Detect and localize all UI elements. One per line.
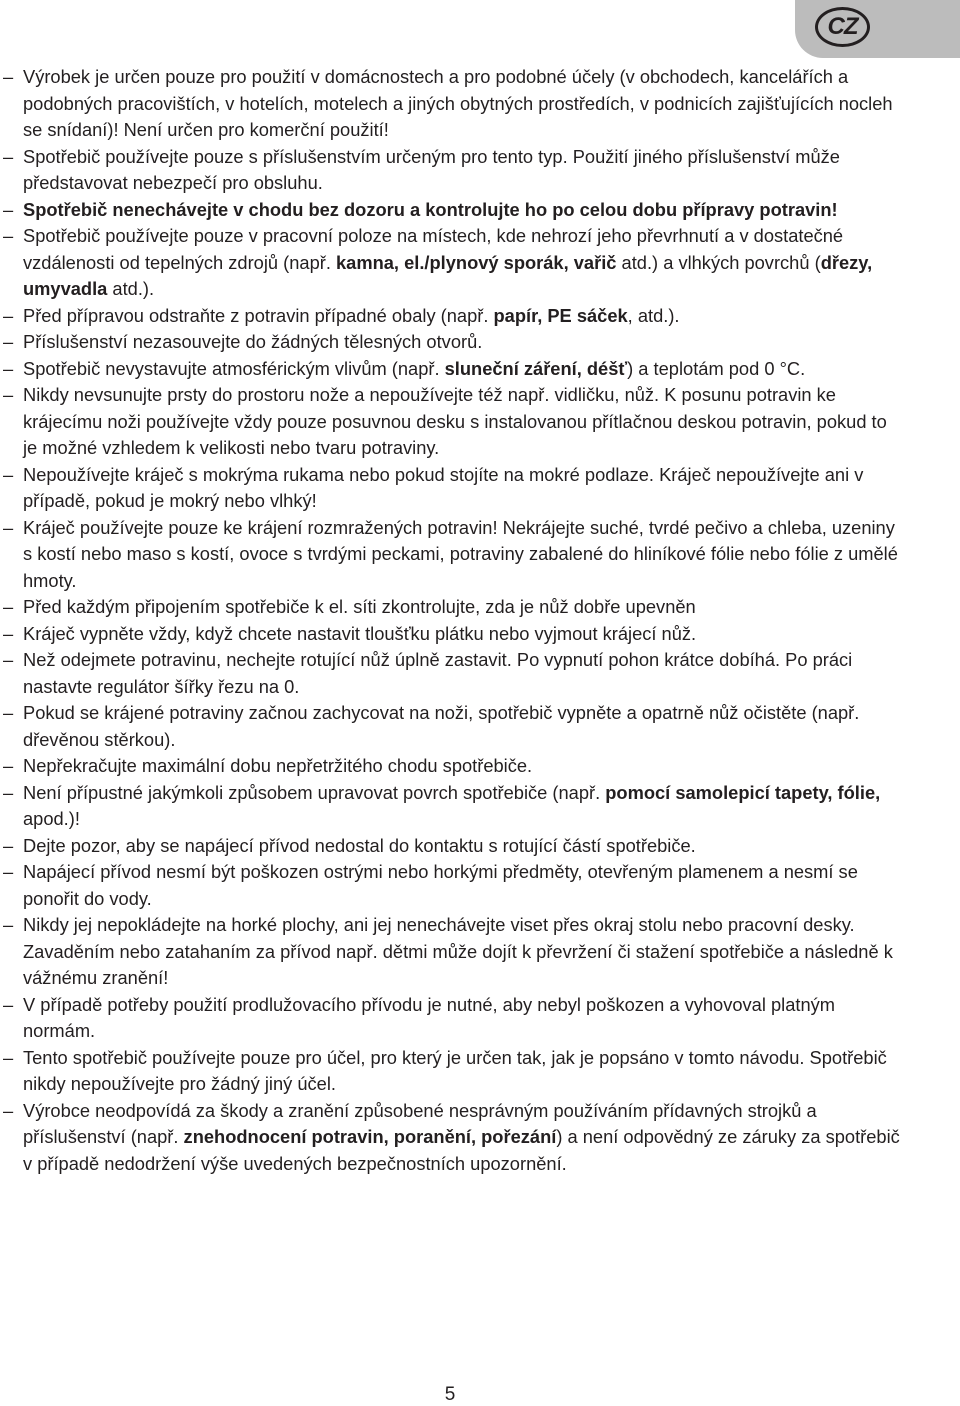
- text: Spotřebič používejte pouze v pracovní poloze na místech, kde nehrozí jeho převrhnutí a v dostatečné vzdálenosti od tepelných zdrojů (např.: [23, 225, 844, 273]
- list-item: [0, 621, 900, 648]
- text: ) a teplotám pod 0 °C.: [627, 357, 806, 379]
- list-item: [0, 780, 900, 833]
- text: Nepoužívejte kráječ s mokrýma rukama nebo pokud stojíte na mokré podlaze. Kráječ nepoužívejte ani v případě, pokud je mokrý nebo vlhký!: [23, 463, 864, 511]
- bullet-dash: –: [3, 702, 14, 723]
- list-item: [0, 515, 900, 595]
- text: Nepřekračujte maximální dobu nepřetržitého chodu spotřebiče.: [23, 755, 533, 776]
- text: atd.).: [107, 278, 155, 299]
- bold-text: kamna, el./plynový sporák, vařič: [336, 251, 617, 273]
- bullet-dash: –: [3, 516, 14, 538]
- safety-instructions-list: [0, 64, 900, 1177]
- text: Výrobce neodpovídá za škody a zranění způsobené nesprávným používáním přídavných strojků a příslušenství (např.: [23, 1099, 817, 1147]
- bullet-dash: –: [3, 145, 14, 167]
- list-item: [0, 382, 900, 462]
- text: Kráječ vypněte vždy, když chcete nastavit tloušťku plátku nebo vyjmout krájecí nůž.: [23, 622, 697, 644]
- list-item: [0, 144, 900, 197]
- bullet-dash: –: [3, 66, 14, 87]
- bullet-dash: –: [3, 198, 14, 220]
- list-item: [0, 859, 900, 912]
- list-item: [0, 356, 900, 383]
- bullet-dash: –: [3, 357, 14, 379]
- list-item: [0, 700, 900, 753]
- bullet-dash: –: [3, 861, 14, 882]
- bullet-dash: –: [3, 1099, 14, 1121]
- text: Než odejmete potravinu, nechejte rotující nůž úplně zastavit. Po vypnutí pohon krátce dobíhá. Po práci nastavte regulátor šířky řezu na 0.: [23, 649, 853, 697]
- list-item: [0, 1098, 900, 1178]
- bold-text: Spotřebič nenechávejte v chodu bez dozoru a kontrolujte ho po celou dobu přípravy potravin!: [23, 198, 838, 220]
- list-item: [0, 912, 900, 992]
- bold-text: dřezy, umyvadla: [23, 251, 873, 299]
- text: Nikdy nevsunujte prsty do prostoru nože a nepoužívejte též např. vidličku, nůž. K posunu potravin ke krájecímu noži používejte vždy pouze posuvnou desku s instalovanou přítlačnou deskou potravin, pokud to je možné vzhledem k velikosti nebo tvaru potraviny.: [23, 384, 887, 458]
- bullet-dash: –: [3, 331, 14, 352]
- list-item: [0, 64, 900, 144]
- bold-text: znehodnocení potravin, poranění, pořezání: [183, 1126, 557, 1147]
- text: Kráječ používejte pouze ke krájení rozmražených potravin! Nekrájejte suché, tvrdé pečivo a chleba, uzeniny s kostí nebo maso s kostí, ovoce s tvrdými peckami, potraviny zabalené do hliníkové fólie nebo fólie z umělé hmoty.: [23, 516, 898, 591]
- text: ) a není odpovědný ze záruky za spotřebič v případě nedodržení výše uvedených bezpečnostních upozornění.: [23, 1126, 900, 1174]
- text: atd.) a vlhkých povrchů (: [616, 251, 821, 273]
- bullet-dash: –: [3, 304, 14, 326]
- text: apod.)!: [23, 808, 80, 829]
- text: Příslušenství nezasouvejte do žádných tělesných otvorů.: [23, 331, 483, 352]
- bullet-dash: –: [3, 834, 14, 856]
- list-item: [0, 329, 900, 356]
- list-item: [0, 223, 900, 303]
- bullet-dash: –: [3, 622, 14, 644]
- bullet-dash: –: [3, 914, 14, 935]
- bullet-dash: –: [3, 755, 14, 776]
- text: Spotřebič používejte pouze s příslušenstvím určeným pro tento typ. Použití jiného příslušenství může představovat nebezpečí pro obsluhu.: [23, 145, 840, 193]
- bullet-dash: –: [3, 596, 14, 617]
- bullet-dash: –: [3, 781, 14, 803]
- list-item: [0, 833, 900, 860]
- text: Spotřebič nevystavujte atmosférickým vlivům (např.: [23, 357, 445, 379]
- list-item: [0, 594, 900, 621]
- text: Nikdy jej nepokládejte na horké plochy, ani jej nenechávejte viset přes okraj stolu nebo pracovní desky. Zavaděním nebo zatahaním za přívod např. dětmi může dojít k převržení či stažení spotřebiče a následně k vážnému zranění!: [23, 914, 893, 988]
- language-badge: CZ: [815, 7, 870, 47]
- bold-text: pomocí samolepicí tapety, fólie,: [605, 781, 881, 803]
- page-number: 5: [444, 1384, 456, 1405]
- bullet-dash: –: [3, 463, 14, 485]
- bold-text: sluneční záření, déšť: [444, 357, 628, 379]
- list-item: [0, 753, 900, 780]
- text: , atd.).: [627, 304, 680, 326]
- text: Není přípustné jakýmkoli způsobem upravovat povrch spotřebiče (např.: [23, 781, 606, 803]
- text: V případě potřeby použití prodlužovacího přívodu je nutné, aby nebyl poškozen a vyhovoval platným normám.: [23, 993, 835, 1041]
- text: Napájecí přívod nesmí být poškozen ostrými nebo horkými předměty, otevřeným plamenem a nesmí se ponořit do vody.: [23, 861, 858, 909]
- bullet-dash: –: [3, 649, 14, 670]
- list-item: [0, 1045, 900, 1098]
- list-item: [0, 303, 900, 330]
- bullet-dash: –: [3, 384, 14, 405]
- bullet-dash: –: [3, 225, 14, 246]
- text: Pokud se krájené potraviny začnou zachycovat na noži, spotřebič vypněte a opatrně nůž očistěte (např. dřevěnou stěrkou).: [23, 702, 860, 750]
- bullet-dash: –: [3, 1046, 14, 1068]
- bold-text: papír, PE sáček: [493, 304, 628, 326]
- list-item: [0, 992, 900, 1045]
- list-item: [0, 462, 900, 515]
- list-item: [0, 647, 900, 700]
- text: Před přípravou odstraňte z potravin případné obaly (např.: [23, 304, 494, 326]
- bullet-dash: –: [3, 993, 14, 1015]
- text: Dejte pozor, aby se napájecí přívod nedostal do kontaktu s rotující částí spotřebiče.: [23, 834, 696, 856]
- list-item: [0, 197, 900, 224]
- text: Před každým připojením spotřebiče k el. síti zkontrolujte, zda je nůž dobře upevněn: [23, 596, 696, 617]
- text: Tento spotřebič používejte pouze pro účel, pro který je určen tak, jak je popsáno v tomto návodu. Spotřebič nikdy nepoužívejte pro žádný jiný účel.: [23, 1046, 887, 1094]
- text: Výrobek je určen pouze pro použití v domácnostech a pro podobné účely (v obchodech, kancelářích a podobných pracovištích, v hotelích, motelech a jiných obytných prostředích, v podnicích zajišťujících nocleh se snídaní)! Není určen pro komerční použití!: [23, 66, 893, 140]
